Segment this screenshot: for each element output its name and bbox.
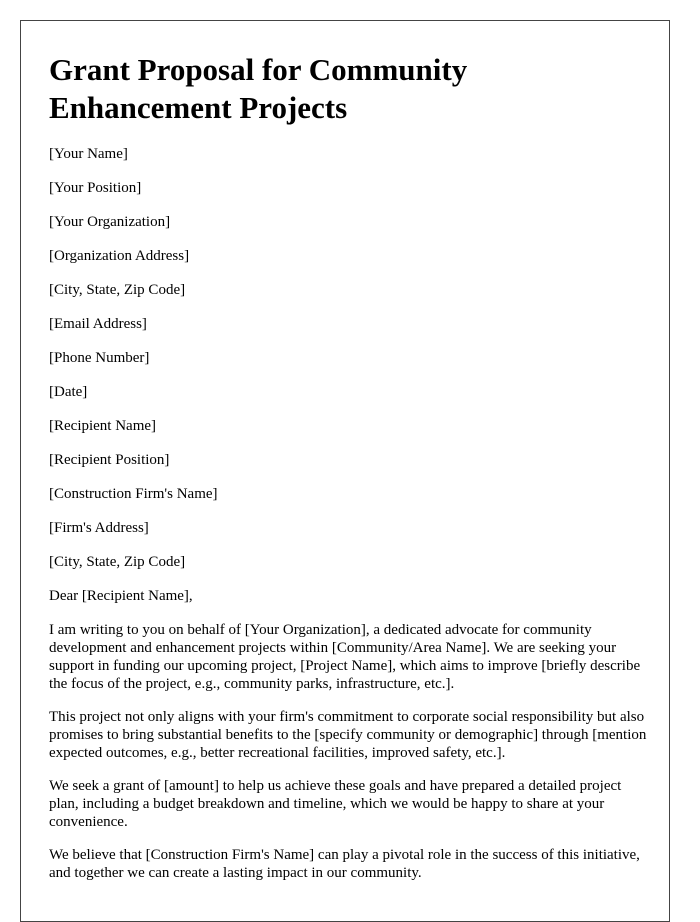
sender-phone: [Phone Number] <box>49 350 150 366</box>
sender-email: [Email Address] <box>49 316 147 332</box>
sender-position: [Your Position] <box>49 180 142 196</box>
letter-page <box>20 20 670 922</box>
recipient-position: [Recipient Position] <box>49 452 170 468</box>
sender-organization: [Your Organization] <box>49 214 171 230</box>
body-paragraph: This project not only aligns with your firm's commitment to corporate social responsibility but also promises to bring substantial benefits to the [specify community or demographic] through [mention expected outcomes, e.g., better recreational facilities, improved safety, etc.]. <box>49 709 647 761</box>
body-paragraph: We seek a grant of [amount] to help us achieve these goals and have prepared a detailed project plan, including a budget breakdown and timeline, which we would be happy to share at your convenience. <box>49 778 622 830</box>
sender-address: [Organization Address] <box>49 248 190 264</box>
sender-name: [Your Name] <box>49 146 128 162</box>
recipient-city-state-zip: [City, State, Zip Code] <box>49 554 186 570</box>
body-paragraph: We believe that [Construction Firm's Name] can play a pivotal role in the success of this initiative, and together we can create a lasting impact in our community. <box>49 847 640 881</box>
salutation: Dear [Recipient Name], <box>49 588 193 604</box>
body-paragraph: I am writing to you on behalf of [Your Organization], a dedicated advocate for community development and enhancement projects within [Community/Area Name]. We are seeking your support in funding our upcoming project, [Project Name], which aims to improve [briefly describe the focus of the project, e.g., community parks, infrastructure, etc.]. <box>49 622 641 692</box>
sender-city-state-zip: [City, State, Zip Code] <box>49 282 186 298</box>
recipient-firm-address: [Firm's Address] <box>49 520 149 536</box>
document-title: Grant Proposal for Community Enhancement Projects <box>49 52 468 125</box>
letter-date: [Date] <box>49 384 88 400</box>
recipient-name: [Recipient Name] <box>49 418 157 434</box>
recipient-firm-name: [Construction Firm's Name] <box>49 486 218 502</box>
